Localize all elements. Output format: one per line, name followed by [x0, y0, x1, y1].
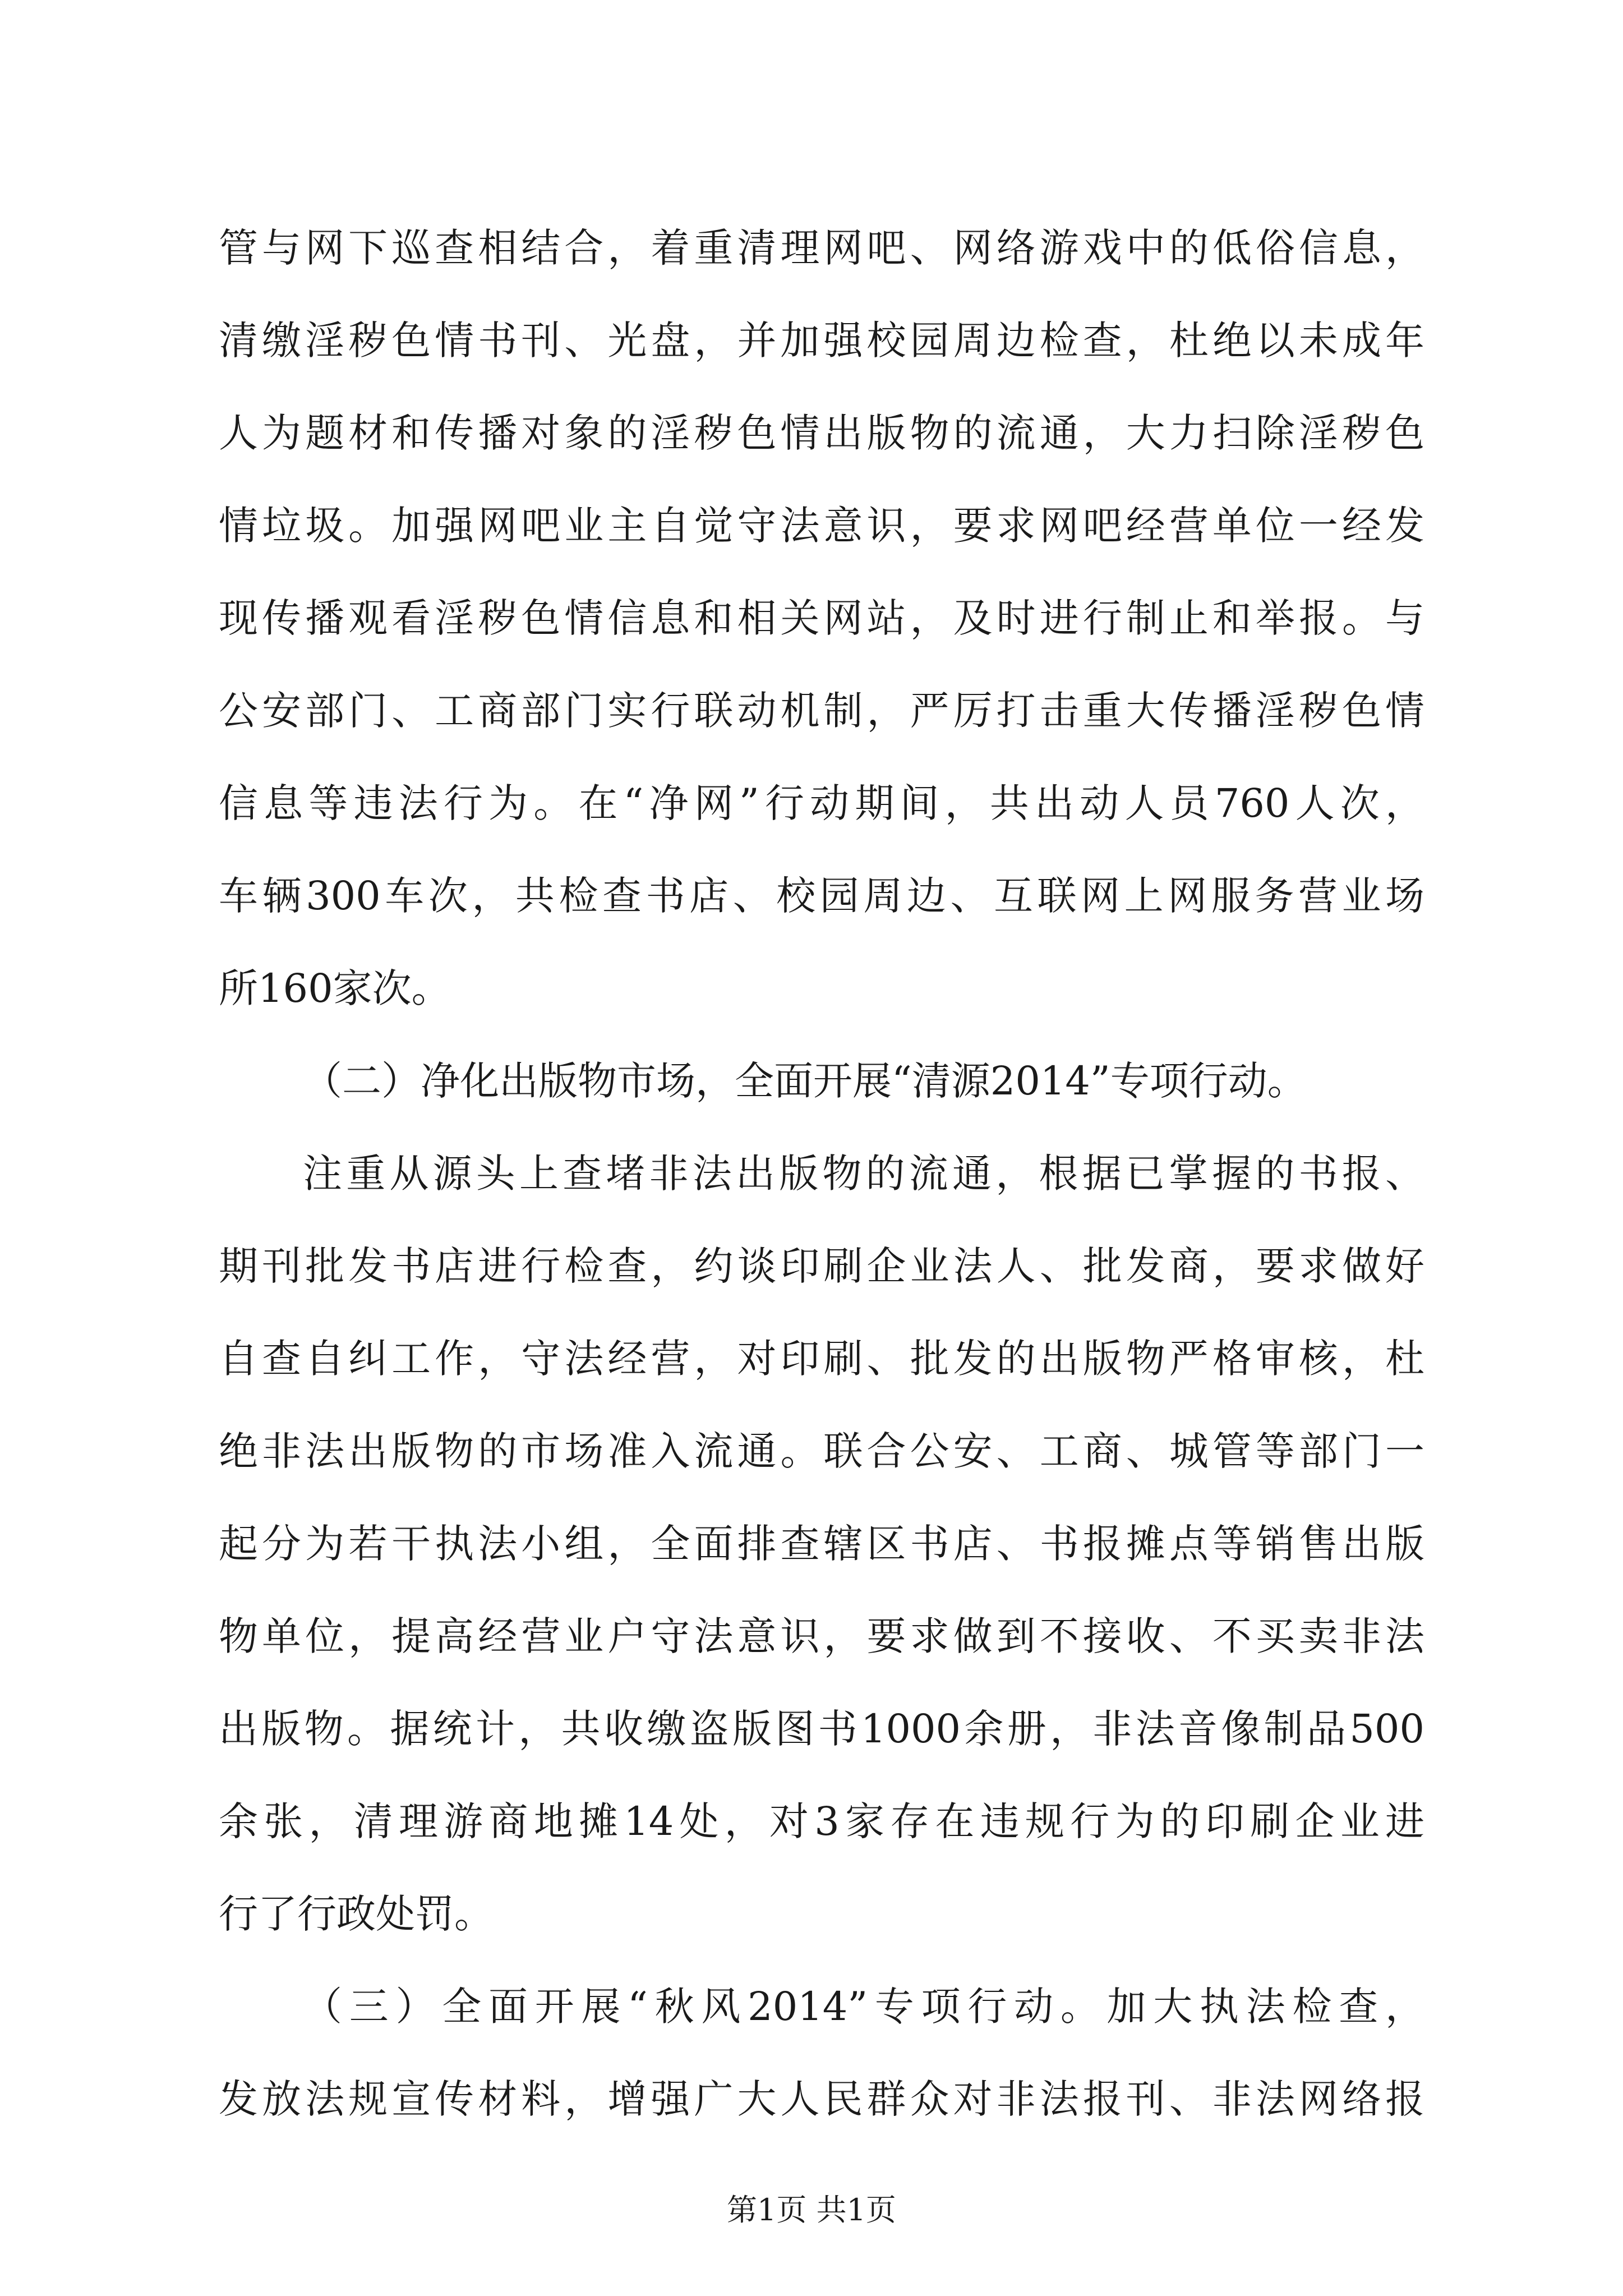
text-line: 出版物。据统计，共收缴盗版图书1000余册，非法音像制品500	[219, 1706, 1424, 1752]
text-line: 期刊批发书店进行检查，约谈印刷企业法人、批发商，要求做好	[219, 1243, 1424, 1289]
text-line: 绝非法出版物的市场准入流通。联合公安、工商、城管等部门一	[219, 1428, 1424, 1474]
text-line: 物单位，提高经营业户守法意识，要求做到不接收、不买卖非法	[219, 1613, 1424, 1659]
text-line: 起分为若干执法小组，全面排查辖区书店、书报摊点等销售出版	[219, 1521, 1424, 1567]
text-line: 余张，清理游商地摊14处，对3家存在违规行为的印刷企业进	[219, 1798, 1424, 1844]
text-line: 清缴淫秽色情书刊、光盘，并加强校园周边检查，杜绝以未成年	[219, 318, 1424, 364]
section-heading: （二）净化出版物市场，全面开展“清源2014”专项行动。	[303, 1058, 1307, 1104]
text-line: 车辆300车次，共检查书店、校园周边、互联网上网服务营业场	[219, 873, 1424, 919]
text-line: 情垃圾。加强网吧业主自觉守法意识，要求网吧经营单位一经发	[219, 503, 1424, 549]
text-line: 人为题材和传播对象的淫秽色情出版物的流通，大力扫除淫秽色	[219, 410, 1424, 456]
document-body	[219, 202, 1424, 2146]
text-line: 注重从源头上查堵非法出版物的流通，根据已掌握的书报、	[303, 1151, 1424, 1197]
text-line: 发放法规宣传材料，增强广大人民群众对非法报刊、非法网络报	[219, 2076, 1424, 2122]
text-line: 行了行政处罚。	[219, 1891, 494, 1937]
page-footer: 第1页 共1页	[727, 2192, 896, 2228]
text-line: 现传播观看淫秽色情信息和相关网站，及时进行制止和举报。与	[219, 595, 1424, 641]
text-line: 所160家次。	[219, 965, 451, 1011]
section-heading: （三）全面开展“秋风2014”专项行动。加大执法检查，	[303, 1984, 1424, 2030]
text-line: 公安部门、工商部门实行联动机制，严厉打击重大传播淫秽色情	[219, 688, 1424, 734]
text-line: 自查自纠工作，守法经营，对印刷、批发的出版物严格审核，杜	[219, 1336, 1424, 1382]
text-line: 管与网下巡查相结合，着重清理网吧、网络游戏中的低俗信息，	[219, 225, 1424, 271]
text-line: 信息等违法行为。在“净网”行动期间，共出动人员760人次，	[219, 780, 1424, 826]
